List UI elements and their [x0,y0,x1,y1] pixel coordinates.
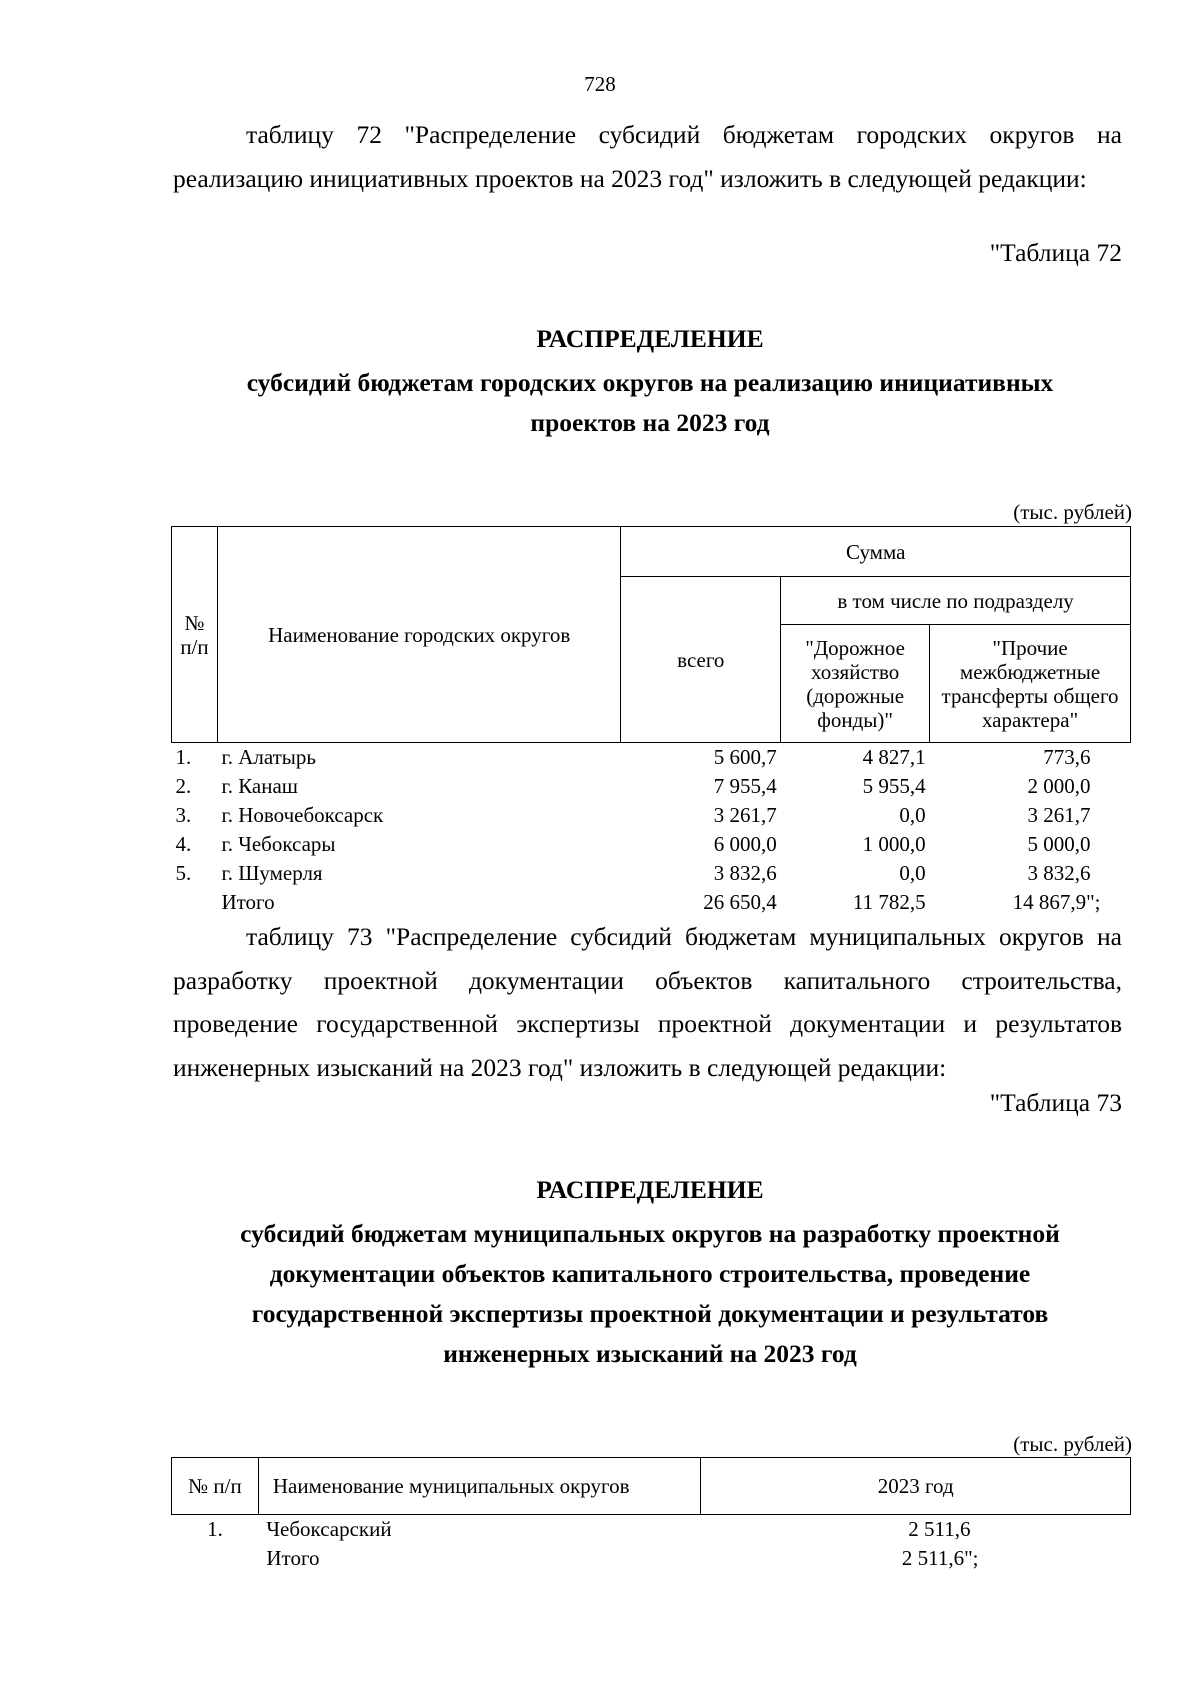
units-label-73: (тыс. рублей) [1013,1432,1132,1456]
header-road: "Дорожное хозяйство (дорожные фонды)" [781,625,930,743]
header-including: в том числе по подразделу [781,577,1131,625]
table-72-heading-title: РАСПРЕДЕЛЕНИЕ [536,324,764,353]
table-total-row [172,1544,1131,1573]
row-num: 2. [175,774,192,798]
row-num: 4. [175,832,192,856]
row-num: 5. [175,861,192,885]
row-name: г. Алатырь [221,745,316,769]
table-73 [171,1457,1131,1573]
table-72 [171,526,1131,917]
header-name: Наименование городских округов [217,527,620,743]
row-num: 3. [175,803,192,827]
row-total: 3 261,7 [713,803,777,827]
header-other: "Прочие межбюджетные трансферты общего характера" [930,625,1131,743]
row-name: г. Шумерля [221,861,323,885]
table-row [172,1515,1131,1545]
row-name: Чебоксарский [266,1517,392,1541]
table-73-heading-subtitle: субсидий бюджетам муниципальных округов на разработку проектной документации объектов капитального строительства, проведение государственной экспертизы проектной документации и результатов инженерных изысканий на 2023 год [240,1219,1060,1368]
row-road: 0,0 [899,803,926,827]
row-num: 1. [175,745,192,769]
row-other: 5 000,0 [1027,832,1091,856]
row-road: 5 955,4 [862,774,926,798]
total-road: 11 782,5 [852,890,926,914]
row-total: 3 832,6 [713,861,777,885]
total-value: 2 511,6"; [901,1546,979,1570]
row-other: 773,6 [1043,745,1091,769]
row-name: г. Канаш [221,774,298,798]
row-num: 1. [207,1517,223,1541]
table-row [172,772,1131,801]
total-name: Итого [266,1546,320,1570]
row-name: г. Чебоксары [221,832,336,856]
table-row [172,830,1131,859]
row-total: 5 600,7 [713,745,777,769]
header-total: всего [621,577,781,743]
table-total-row [172,888,1131,917]
total-total: 26 650,4 [703,890,777,914]
table-73-heading-title: РАСПРЕДЕЛЕНИЕ [536,1175,764,1204]
table-row [172,801,1131,830]
header-num: № п/п [172,1458,259,1515]
table-72-heading-subtitle: субсидий бюджетам городских округов на реализацию инициативных проектов на 2023 год [246,368,1054,437]
header-num: № п/п [172,527,218,743]
row-value: 2 511,6 [908,1517,971,1541]
total-other: 14 867,9"; [1012,890,1101,914]
units-label-72: (тыс. рублей) [1013,500,1132,524]
header-name: Наименование муниципальных округов [258,1458,700,1515]
table-row [172,743,1131,773]
total-name: Итого [221,890,275,914]
row-road: 1 000,0 [862,832,926,856]
row-other: 3 832,6 [1027,861,1091,885]
intro-paragraph-table-72: таблицу 72 "Распределение субсидий бюджетам городских округов на реализацию инициативных проектов на 2023 год" изложить в следующей редакции: [173,120,1122,193]
header-year: 2023 год [701,1458,1131,1515]
row-road: 4 827,1 [862,745,926,769]
row-total: 6 000,0 [713,832,777,856]
intro-paragraph-table-73: таблицу 73 "Распределение субсидий бюджетам муниципальных округов на разработку проектной документации объектов капитального строительства, проведение государственной экспертизы проектной документации и результатов инженерных изысканий на 2023 год" изложить в следующей редакции: [173,922,1122,1082]
table-73-label: "Таблица 73 [989,1088,1122,1117]
row-other: 3 261,7 [1027,803,1091,827]
table-72-label: "Таблица 72 [989,238,1122,267]
header-sum: Сумма [621,527,1131,577]
table-row [172,859,1131,888]
row-other: 2 000,0 [1027,774,1091,798]
row-name: г. Новочебоксарск [221,803,384,827]
row-road: 0,0 [899,861,926,885]
page-number: 728 [584,72,616,96]
row-total: 7 955,4 [713,774,777,798]
